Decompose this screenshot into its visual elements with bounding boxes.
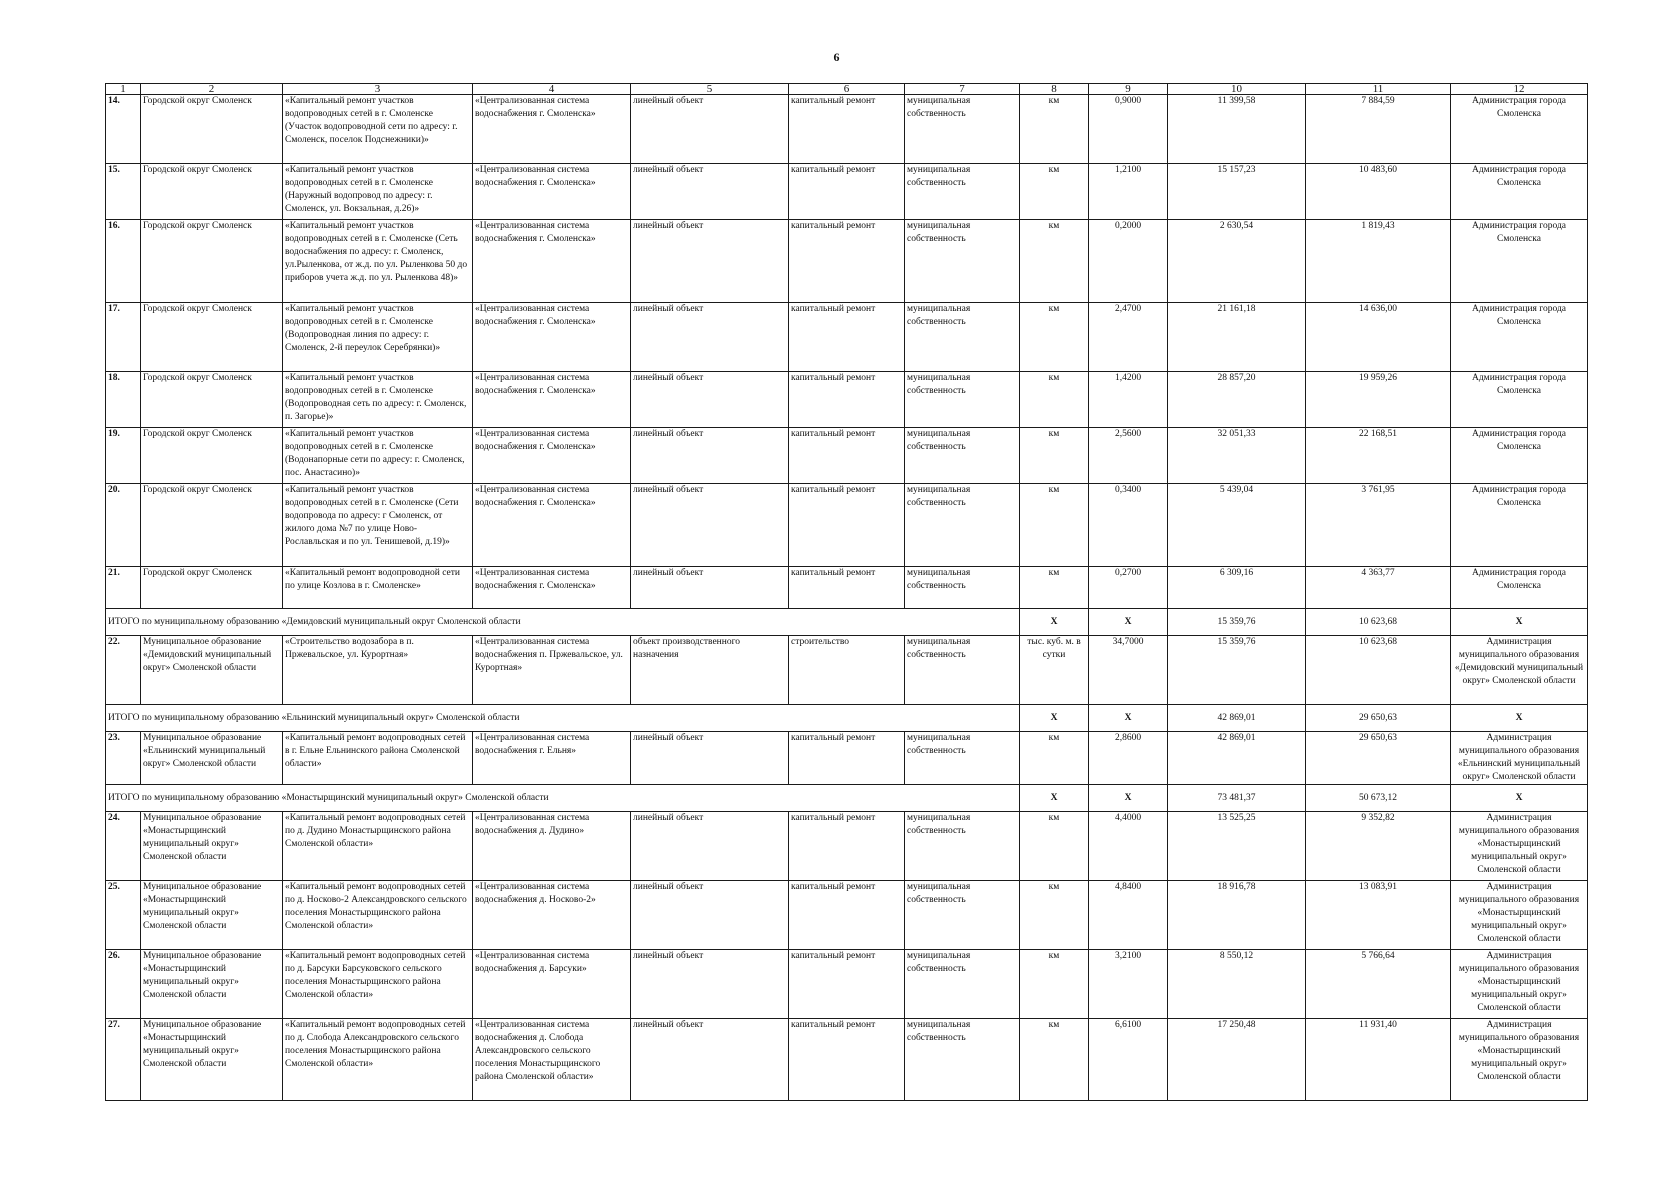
- system-name-cell: «Централизованная система водоснабжения г. Смоленска»: [473, 484, 631, 567]
- work-type-cell: капитальный ремонт: [789, 950, 905, 1019]
- total-cost-total: 73 481,37: [1168, 785, 1306, 812]
- total-row: [106, 705, 1588, 732]
- cost-total-cell: 15 359,76: [1168, 636, 1306, 705]
- unit-cell: км: [1020, 428, 1089, 484]
- work-type-cell: капитальный ремонт: [789, 812, 905, 881]
- total-x-mark: Х: [1089, 705, 1168, 732]
- object-type-cell: линейный объект: [631, 732, 789, 785]
- unit-cell: км: [1020, 950, 1089, 1019]
- municipality-cell: Городской округ Смоленск: [141, 164, 283, 220]
- table-row: [106, 484, 1588, 567]
- cost-total-cell: 2 630,54: [1168, 220, 1306, 303]
- table-row: [106, 303, 1588, 372]
- object-type-cell: объект производственного назначения: [631, 636, 789, 705]
- work-type-cell: капитальный ремонт: [789, 303, 905, 372]
- work-type-cell: капитальный ремонт: [789, 484, 905, 567]
- table-row: [106, 95, 1588, 164]
- column-number: 1: [106, 84, 141, 95]
- row-number: 26.: [106, 950, 141, 1019]
- customer-cell: Администрация муниципального образования «Монастырщинский муниципальный округ» Смоленской области: [1451, 1019, 1588, 1101]
- customer-cell: Администрация муниципального образования «Монастырщинский муниципальный округ» Смоленской области: [1451, 950, 1588, 1019]
- object-type-cell: линейный объект: [631, 484, 789, 567]
- municipality-cell: Муниципальное образование «Монастырщинский муниципальный округ» Смоленской области: [141, 812, 283, 881]
- cost-total-cell: 42 869,01: [1168, 732, 1306, 785]
- system-name-cell: «Централизованная система водоснабжения д. Носково-2»: [473, 881, 631, 950]
- system-name-cell: «Централизованная система водоснабжения д. Барсуки»: [473, 950, 631, 1019]
- municipality-cell: Городской округ Смоленск: [141, 95, 283, 164]
- capacity-cell: 34,7000: [1089, 636, 1168, 705]
- total-label: ИТОГО по муниципальному образованию «Демидовский муниципальный округ Смоленской области: [106, 609, 1020, 636]
- customer-cell: Администрация города Смоленска: [1451, 95, 1588, 164]
- capacity-cell: 2,5600: [1089, 428, 1168, 484]
- table-row: [106, 164, 1588, 220]
- total-row: [106, 609, 1588, 636]
- object-name-cell: «Капитальный ремонт участков водопроводных сетей в г. Смоленске (Водопроводная линия по адресу: г. Смоленск, 2-й переулок Серебрянки)»: [283, 303, 473, 372]
- total-label: ИТОГО по муниципальному образованию «Ельнинский муниципальный округ» Смоленской области: [106, 705, 1020, 732]
- object-name-cell: «Капитальный ремонт участков водопроводных сетей в г. Смоленске (Сеть водоснабжения по адресу: г. Смоленск, ул.Рыленкова, от ж.д. по ул. Рыленкова 50 до приборов учета ж.д. по ул. Рыленкова 48)»: [283, 220, 473, 303]
- table-row: [106, 732, 1588, 785]
- municipality-cell: Городской округ Смоленск: [141, 484, 283, 567]
- table-row: [106, 950, 1588, 1019]
- customer-cell: Администрация муниципального образования «Ельнинский муниципальный округ» Смоленской области: [1451, 732, 1588, 785]
- object-type-cell: линейный объект: [631, 372, 789, 428]
- object-name-cell: «Капитальный ремонт участков водопроводных сетей в г. Смоленске (Сети водопровода по адресу: г Смоленск, от жилого дома №7 по улице Ново-Рославльская и по ул. Тенишевой, д.19)»: [283, 484, 473, 567]
- table-row: [106, 220, 1588, 303]
- municipality-cell: Муниципальное образование «Ельнинский муниципальный округ» Смоленской области: [141, 732, 283, 785]
- total-x-mark: Х: [1020, 705, 1089, 732]
- table-row: [106, 428, 1588, 484]
- work-type-cell: капитальный ремонт: [789, 220, 905, 303]
- object-name-cell: «Капитальный ремонт водопроводных сетей в г. Ельне Ельнинского района Смоленской области»: [283, 732, 473, 785]
- object-name-cell: «Капитальный ремонт водопроводных сетей по д. Дудино Монастырщинского района Смоленской области»: [283, 812, 473, 881]
- customer-cell: Администрация города Смоленска: [1451, 164, 1588, 220]
- cost-total-cell: 32 051,33: [1168, 428, 1306, 484]
- work-type-cell: капитальный ремонт: [789, 372, 905, 428]
- system-name-cell: «Централизованная система водоснабжения г. Смоленска»: [473, 567, 631, 609]
- total-x-mark: Х: [1020, 785, 1089, 812]
- column-number: 8: [1020, 84, 1089, 95]
- system-name-cell: «Централизованная система водоснабжения г. Смоленска»: [473, 164, 631, 220]
- object-type-cell: линейный объект: [631, 881, 789, 950]
- table-row: [106, 812, 1588, 881]
- ownership-cell: муниципальная собственность: [905, 567, 1020, 609]
- municipality-cell: Муниципальное образование «Монастырщинский муниципальный округ» Смоленской области: [141, 950, 283, 1019]
- cost-funding-cell: 9 352,82: [1306, 812, 1451, 881]
- total-cost-total: 15 359,76: [1168, 609, 1306, 636]
- unit-cell: км: [1020, 220, 1089, 303]
- work-type-cell: капитальный ремонт: [789, 567, 905, 609]
- row-number: 18.: [106, 372, 141, 428]
- system-name-cell: «Централизованная система водоснабжения п. Пржевальское, ул. Курортная»: [473, 636, 631, 705]
- row-number: 16.: [106, 220, 141, 303]
- object-type-cell: линейный объект: [631, 220, 789, 303]
- cost-funding-cell: 3 761,95: [1306, 484, 1451, 567]
- ownership-cell: муниципальная собственность: [905, 1019, 1020, 1101]
- total-x-mark: Х: [1451, 705, 1588, 732]
- cost-funding-cell: 7 884,59: [1306, 95, 1451, 164]
- cost-total-cell: 18 916,78: [1168, 881, 1306, 950]
- cost-total-cell: 11 399,58: [1168, 95, 1306, 164]
- column-number: 7: [905, 84, 1020, 95]
- cost-funding-cell: 11 931,40: [1306, 1019, 1451, 1101]
- page-number: 6: [833, 50, 840, 64]
- table-row: [106, 1019, 1588, 1101]
- column-number: 9: [1089, 84, 1168, 95]
- column-number: 11: [1306, 84, 1451, 95]
- customer-cell: Администрация муниципального образования «Монастырщинский муниципальный округ» Смоленской области: [1451, 812, 1588, 881]
- total-x-mark: Х: [1020, 609, 1089, 636]
- unit-cell: км: [1020, 372, 1089, 428]
- object-type-cell: линейный объект: [631, 428, 789, 484]
- capacity-cell: 1,4200: [1089, 372, 1168, 428]
- capacity-cell: 0,9000: [1089, 95, 1168, 164]
- ownership-cell: муниципальная собственность: [905, 636, 1020, 705]
- ownership-cell: муниципальная собственность: [905, 303, 1020, 372]
- table-row: [106, 881, 1588, 950]
- customer-cell: Администрация города Смоленска: [1451, 372, 1588, 428]
- capacity-cell: 6,6100: [1089, 1019, 1168, 1101]
- object-type-cell: линейный объект: [631, 567, 789, 609]
- row-number: 25.: [106, 881, 141, 950]
- cost-funding-cell: 5 766,64: [1306, 950, 1451, 1019]
- system-name-cell: «Централизованная система водоснабжения г. Смоленска»: [473, 372, 631, 428]
- capacity-cell: 0,2700: [1089, 567, 1168, 609]
- object-name-cell: «Капитальный ремонт участков водопроводных сетей в г. Смоленске (Участок водопроводной сети по адресу: г. Смоленск, поселок Подснежники)»: [283, 95, 473, 164]
- unit-cell: км: [1020, 1019, 1089, 1101]
- system-name-cell: «Централизованная система водоснабжения д. Слобода Александровского сельского поселения Монастырщинского района Смоленской области»: [473, 1019, 631, 1101]
- ownership-cell: муниципальная собственность: [905, 812, 1020, 881]
- row-number: 17.: [106, 303, 141, 372]
- ownership-cell: муниципальная собственность: [905, 372, 1020, 428]
- row-number: 22.: [106, 636, 141, 705]
- object-type-cell: линейный объект: [631, 812, 789, 881]
- total-x-mark: Х: [1451, 609, 1588, 636]
- total-x-mark: Х: [1451, 785, 1588, 812]
- cost-funding-cell: 22 168,51: [1306, 428, 1451, 484]
- work-type-cell: капитальный ремонт: [789, 881, 905, 950]
- column-number-row: [106, 84, 1588, 95]
- ownership-cell: муниципальная собственность: [905, 164, 1020, 220]
- work-type-cell: капитальный ремонт: [789, 164, 905, 220]
- ownership-cell: муниципальная собственность: [905, 484, 1020, 567]
- object-type-cell: линейный объект: [631, 164, 789, 220]
- row-number: 24.: [106, 812, 141, 881]
- customer-cell: Администрация города Смоленска: [1451, 484, 1588, 567]
- column-number: 12: [1451, 84, 1588, 95]
- municipality-cell: Муниципальное образование «Монастырщинский муниципальный округ» Смоленской области: [141, 1019, 283, 1101]
- cost-total-cell: 13 525,25: [1168, 812, 1306, 881]
- cost-total-cell: 6 309,16: [1168, 567, 1306, 609]
- unit-cell: км: [1020, 303, 1089, 372]
- system-name-cell: «Централизованная система водоснабжения г. Смоленска»: [473, 95, 631, 164]
- unit-cell: км: [1020, 567, 1089, 609]
- object-name-cell: «Капитальный ремонт водопроводной сети по улице Козлова в г. Смоленске»: [283, 567, 473, 609]
- object-table: [105, 83, 1588, 1101]
- ownership-cell: муниципальная собственность: [905, 950, 1020, 1019]
- row-number: 21.: [106, 567, 141, 609]
- cost-funding-cell: 14 636,00: [1306, 303, 1451, 372]
- system-name-cell: «Централизованная система водоснабжения г. Смоленска»: [473, 220, 631, 303]
- customer-cell: Администрация города Смоленска: [1451, 567, 1588, 609]
- object-name-cell: «Капитальный ремонт водопроводных сетей по д. Носково-2 Александровского сельского поселения Монастырщинского района Смоленской области»: [283, 881, 473, 950]
- total-row: [106, 785, 1588, 812]
- cost-funding-cell: 10 483,60: [1306, 164, 1451, 220]
- object-type-cell: линейный объект: [631, 303, 789, 372]
- table-row: [106, 372, 1588, 428]
- object-type-cell: линейный объект: [631, 1019, 789, 1101]
- object-name-cell: «Капитальный ремонт участков водопроводных сетей в г. Смоленске (Водонапорные сети по адресу: г. Смоленск, пос. Анастасино)»: [283, 428, 473, 484]
- total-cost-funding: 10 623,68: [1306, 609, 1451, 636]
- object-type-cell: линейный объект: [631, 950, 789, 1019]
- table-row: [106, 567, 1588, 609]
- total-cost-funding: 50 673,12: [1306, 785, 1451, 812]
- system-name-cell: «Централизованная система водоснабжения г. Ельня»: [473, 732, 631, 785]
- municipality-cell: Городской округ Смоленск: [141, 372, 283, 428]
- unit-cell: тыс. куб. м. в сутки: [1020, 636, 1089, 705]
- system-name-cell: «Централизованная система водоснабжения г. Смоленска»: [473, 428, 631, 484]
- system-name-cell: «Централизованная система водоснабжения д. Дудино»: [473, 812, 631, 881]
- cost-funding-cell: 10 623,68: [1306, 636, 1451, 705]
- municipality-cell: Городской округ Смоленск: [141, 220, 283, 303]
- ownership-cell: муниципальная собственность: [905, 881, 1020, 950]
- unit-cell: км: [1020, 881, 1089, 950]
- cost-total-cell: 15 157,23: [1168, 164, 1306, 220]
- object-name-cell: «Капитальный ремонт участков водопроводных сетей в г. Смоленске (Наружный водопровод по адресу: г. Смоленск, ул. Вокзальная, д.26)»: [283, 164, 473, 220]
- work-type-cell: капитальный ремонт: [789, 732, 905, 785]
- municipality-cell: Городской округ Смоленск: [141, 428, 283, 484]
- total-label: ИТОГО по муниципальному образованию «Монастырщинский муниципальный округ» Смоленской области: [106, 785, 1020, 812]
- capacity-cell: 4,4000: [1089, 812, 1168, 881]
- customer-cell: Администрация города Смоленска: [1451, 303, 1588, 372]
- unit-cell: км: [1020, 812, 1089, 881]
- column-number: 2: [141, 84, 283, 95]
- capacity-cell: 3,2100: [1089, 950, 1168, 1019]
- work-type-cell: капитальный ремонт: [789, 428, 905, 484]
- cost-funding-cell: 29 650,63: [1306, 732, 1451, 785]
- cost-total-cell: 17 250,48: [1168, 1019, 1306, 1101]
- object-name-cell: «Капитальный ремонт участков водопроводных сетей в г. Смоленске (Водопроводная сеть по адресу: г. Смоленск, п. Загорье)»: [283, 372, 473, 428]
- total-cost-funding: 29 650,63: [1306, 705, 1451, 732]
- column-number: 6: [789, 84, 905, 95]
- column-number: 5: [631, 84, 789, 95]
- municipality-cell: Муниципальное образование «Демидовский муниципальный округ» Смоленской области: [141, 636, 283, 705]
- object-name-cell: «Строительство водозабора в п. Пржевальское, ул. Курортная»: [283, 636, 473, 705]
- municipality-cell: Городской округ Смоленск: [141, 567, 283, 609]
- customer-cell: Администрация муниципального образования «Монастырщинский муниципальный округ» Смоленской области: [1451, 881, 1588, 950]
- total-x-mark: Х: [1089, 609, 1168, 636]
- ownership-cell: муниципальная собственность: [905, 732, 1020, 785]
- unit-cell: км: [1020, 95, 1089, 164]
- ownership-cell: муниципальная собственность: [905, 428, 1020, 484]
- capacity-cell: 0,3400: [1089, 484, 1168, 567]
- cost-funding-cell: 1 819,43: [1306, 220, 1451, 303]
- capacity-cell: 0,2000: [1089, 220, 1168, 303]
- cost-funding-cell: 19 959,26: [1306, 372, 1451, 428]
- customer-cell: Администрация города Смоленска: [1451, 428, 1588, 484]
- unit-cell: км: [1020, 484, 1089, 567]
- municipality-cell: Муниципальное образование «Монастырщинский муниципальный округ» Смоленской области: [141, 881, 283, 950]
- row-number: 14.: [106, 95, 141, 164]
- customer-cell: Администрация города Смоленска: [1451, 220, 1588, 303]
- unit-cell: км: [1020, 732, 1089, 785]
- total-cost-total: 42 869,01: [1168, 705, 1306, 732]
- customer-cell: Администрация муниципального образования «Демидовский муниципальный округ» Смоленской области: [1451, 636, 1588, 705]
- row-number: 27.: [106, 1019, 141, 1101]
- row-number: 15.: [106, 164, 141, 220]
- column-number: 4: [473, 84, 631, 95]
- column-number: 10: [1168, 84, 1306, 95]
- cost-total-cell: 8 550,12: [1168, 950, 1306, 1019]
- total-x-mark: Х: [1089, 785, 1168, 812]
- capacity-cell: 2,8600: [1089, 732, 1168, 785]
- capacity-cell: 1,2100: [1089, 164, 1168, 220]
- table-row: [106, 636, 1588, 705]
- unit-cell: км: [1020, 164, 1089, 220]
- row-number: 23.: [106, 732, 141, 785]
- cost-total-cell: 28 857,20: [1168, 372, 1306, 428]
- cost-funding-cell: 13 083,91: [1306, 881, 1451, 950]
- capacity-cell: 4,8400: [1089, 881, 1168, 950]
- object-name-cell: «Капитальный ремонт водопроводных сетей по д. Барсуки Барсуковского сельского поселения Монастырщинского района Смоленской области»: [283, 950, 473, 1019]
- capacity-cell: 2,4700: [1089, 303, 1168, 372]
- row-number: 20.: [106, 484, 141, 567]
- work-type-cell: строительство: [789, 636, 905, 705]
- ownership-cell: муниципальная собственность: [905, 220, 1020, 303]
- ownership-cell: муниципальная собственность: [905, 95, 1020, 164]
- cost-funding-cell: 4 363,77: [1306, 567, 1451, 609]
- row-number: 19.: [106, 428, 141, 484]
- object-name-cell: «Капитальный ремонт водопроводных сетей по д. Слобода Александровского сельского поселения Монастырщинского района Смоленской области»: [283, 1019, 473, 1101]
- cost-total-cell: 5 439,04: [1168, 484, 1306, 567]
- work-type-cell: капитальный ремонт: [789, 1019, 905, 1101]
- municipality-cell: Городской округ Смоленск: [141, 303, 283, 372]
- table-body: [106, 84, 1588, 1101]
- system-name-cell: «Централизованная система водоснабжения г. Смоленска»: [473, 303, 631, 372]
- object-type-cell: линейный объект: [631, 95, 789, 164]
- cost-total-cell: 21 161,18: [1168, 303, 1306, 372]
- column-number: 3: [283, 84, 473, 95]
- work-type-cell: капитальный ремонт: [789, 95, 905, 164]
